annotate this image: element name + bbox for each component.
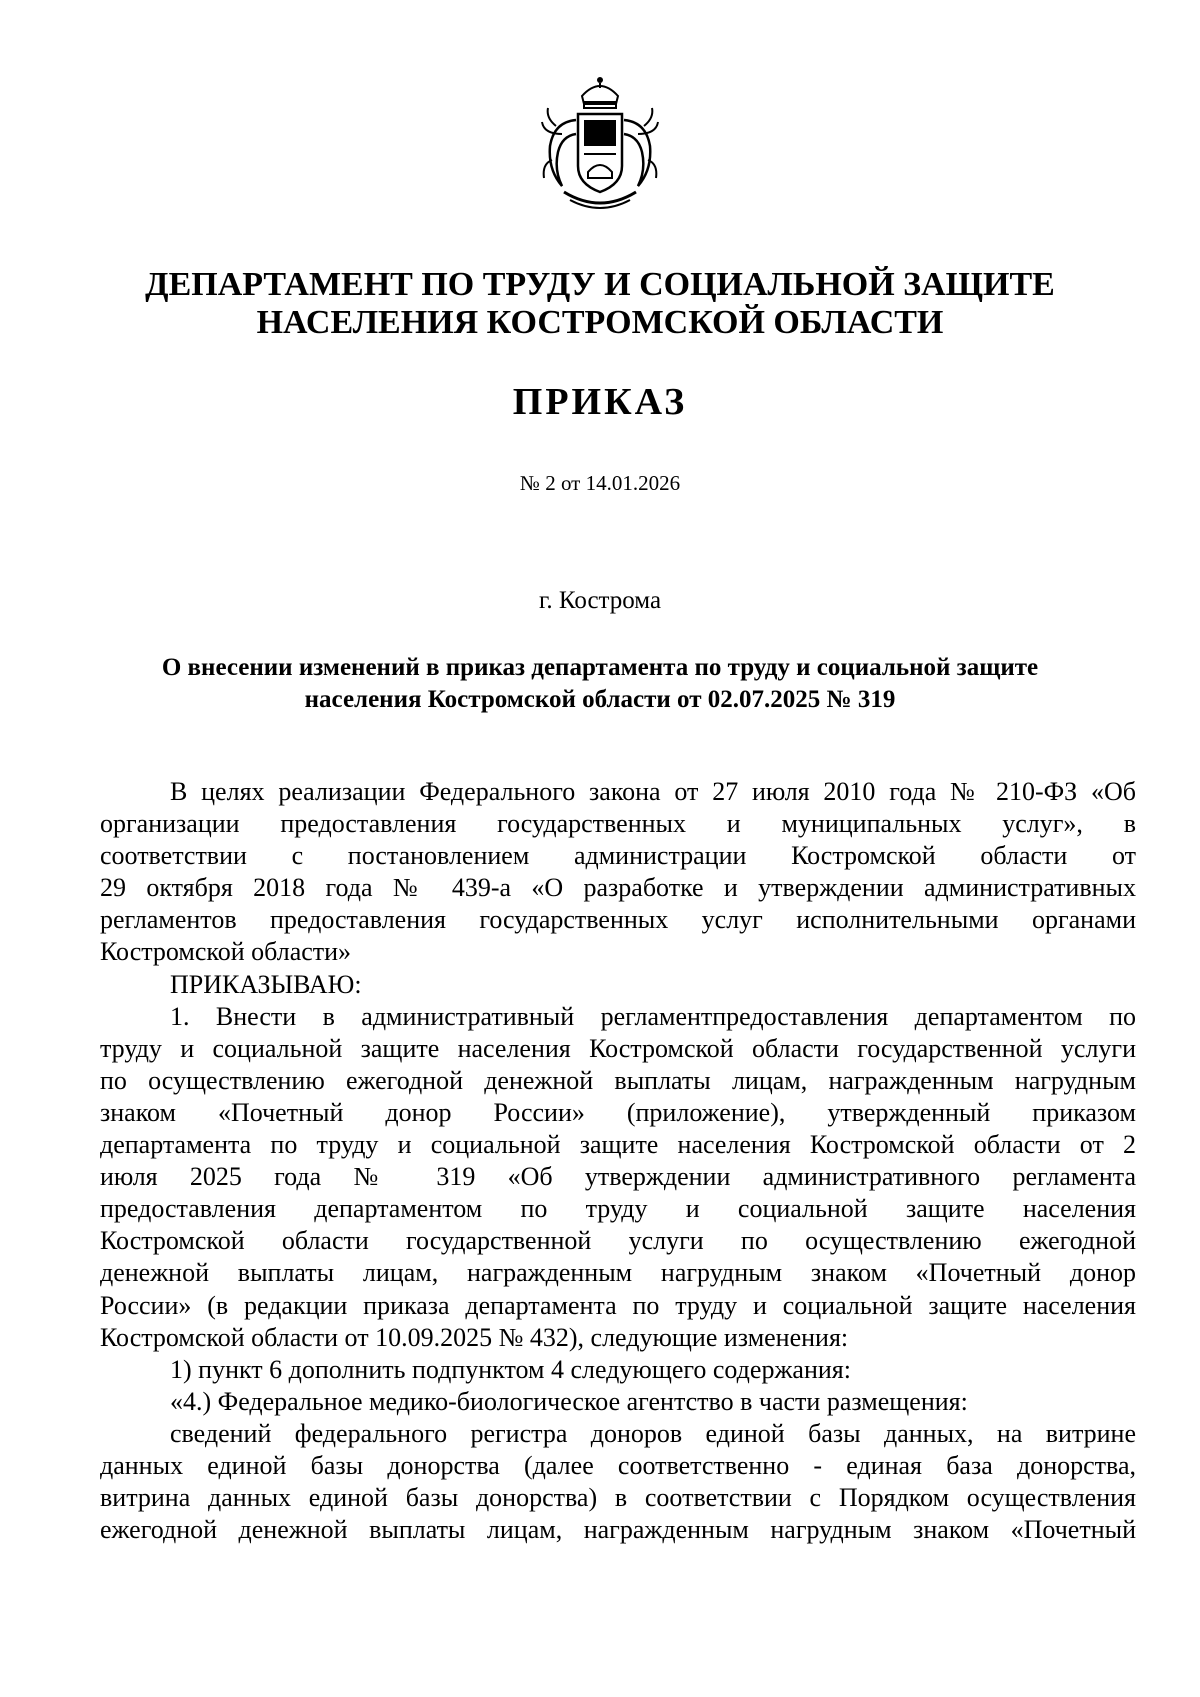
body-line: знаком «Почетный донор России» (приложение), утвержденный приказом bbox=[100, 1097, 1136, 1127]
order-number-and-date: № 2 от 14.01.2026 bbox=[519, 471, 681, 495]
organization-name-line-2: НАСЕЛЕНИЯ КОСТРОМСКОЙ ОБЛАСТИ bbox=[256, 304, 944, 341]
body-line: июля 2025 года № 319 «Об утверждении административного регламента bbox=[100, 1162, 1136, 1192]
order-body-text bbox=[100, 776, 1136, 1546]
body-line: В целях реализации Федерального закона от 27 июля 2010 года № 210-ФЗ «Об bbox=[170, 777, 1136, 806]
order-subject-line-1: О внесении изменений в приказ департамента по труду и социальной защите bbox=[161, 654, 1039, 681]
body-line: предоставления департаментом по труду и социальной защите населения bbox=[100, 1194, 1136, 1224]
body-line: 29 октября 2018 года № 439-а «О разработке и утверждении административных bbox=[100, 873, 1136, 903]
body-line: 1) пункт 6 дополнить подпунктом 4 следующего содержания: bbox=[170, 1354, 851, 1384]
body-line: 1. Внести в административный регламентпредоставления департаментом по bbox=[170, 1001, 1136, 1031]
issuing-city: г. Кострома bbox=[538, 587, 662, 614]
body-line: денежной выплаты лицам, награжденным нагрудным знаком «Почетный донор bbox=[100, 1258, 1136, 1288]
body-line: «4.) Федеральное медико-биологическое агентство в части размещения: bbox=[170, 1386, 968, 1416]
body-line: Костромской области государственной услуги по осуществлению ежегодной bbox=[100, 1226, 1136, 1256]
body-line: витрина данных единой базы донорства) в соответствии с Порядком осуществления bbox=[100, 1483, 1136, 1513]
body-line: данных единой базы донорства (далее соответственно - единая база донорства, bbox=[100, 1450, 1136, 1480]
order-subject-line-2: населения Костромской области от 02.07.2025 № 319 bbox=[304, 686, 896, 713]
body-line: департамента по труду и социальной защите населения Костромской области от 2 bbox=[100, 1130, 1136, 1160]
coat-of-arms-icon bbox=[540, 74, 660, 214]
body-line: труду и социальной защите населения Костромской области государственной услуги bbox=[100, 1033, 1136, 1063]
body-line: регламентов предоставления государственных услуг исполнительными органами bbox=[100, 905, 1136, 935]
body-line: Костромской области от 10.09.2025 № 432), следующие изменения: bbox=[100, 1322, 849, 1352]
document-type-title: ПРИКАЗ bbox=[512, 381, 688, 423]
body-line: соответствии с постановлением администрации Костромской области от bbox=[100, 841, 1136, 871]
body-line: по осуществлению ежегодной денежной выплаты лицам, награжденным нагрудным bbox=[100, 1065, 1136, 1095]
body-line: организации предоставления государственных и муниципальных услуг», в bbox=[100, 809, 1136, 839]
body-line: России» (в редакции приказа департамента по труду и социальной защите населения bbox=[100, 1290, 1136, 1320]
order-directive: ПРИКАЗЫВАЮ: bbox=[170, 969, 362, 999]
body-line: Костромской области» bbox=[100, 937, 352, 967]
organization-name-line-1: ДЕПАРТАМЕНТ ПО ТРУДУ И СОЦИАЛЬНОЙ ЗАЩИТЕ bbox=[145, 266, 1055, 303]
body-line: сведений федерального регистра доноров единой базы данных, на витрине bbox=[170, 1418, 1136, 1448]
body-line: ежегодной денежной выплаты лицам, награжденным нагрудным знаком «Почетный bbox=[100, 1515, 1136, 1545]
